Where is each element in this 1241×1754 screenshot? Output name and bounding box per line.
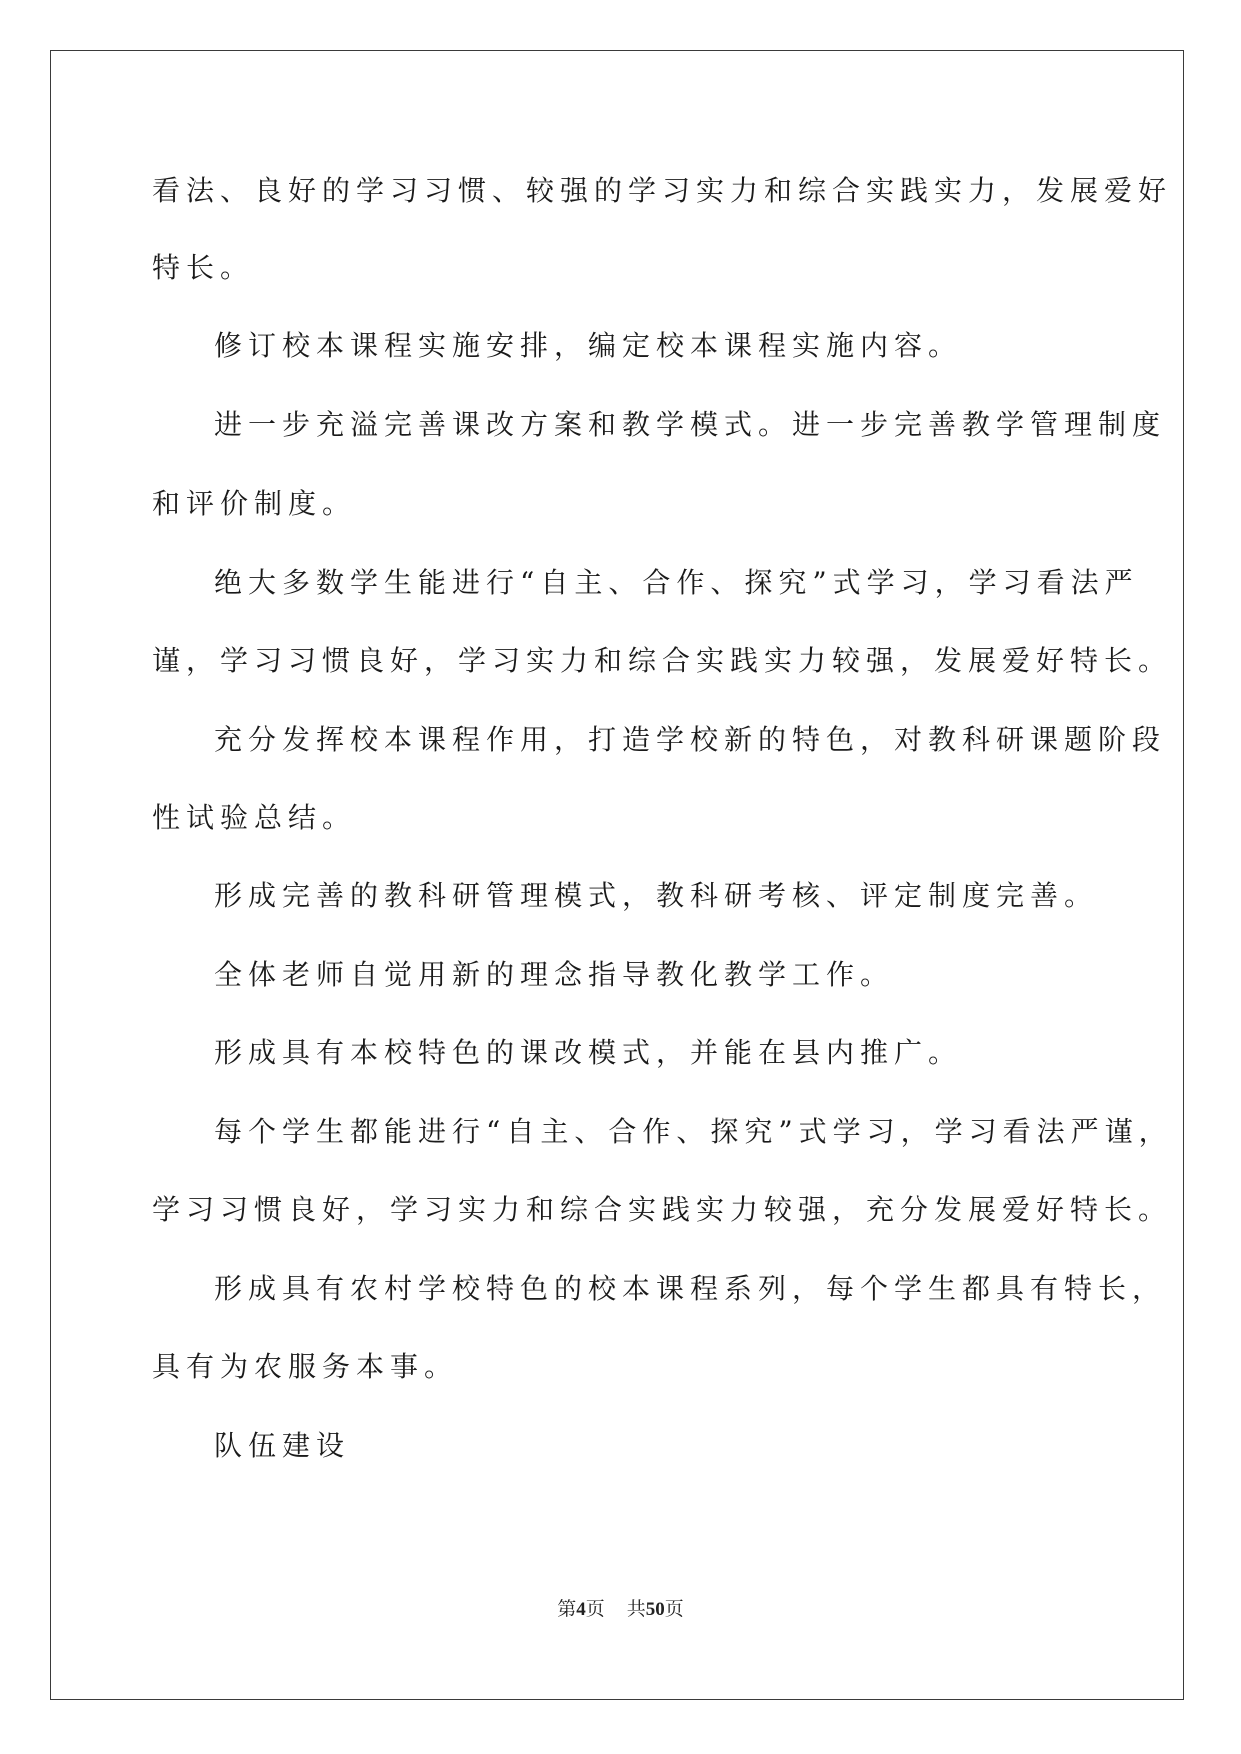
- footer-total-suffix: 页: [664, 1599, 684, 1620]
- section-heading: 队伍建设: [214, 1429, 351, 1462]
- text-line: 特长。: [152, 251, 255, 284]
- page-footer: [0, 1594, 1241, 1621]
- text-line: 绝大多数学生能进行“自主、合作、探究”式学习，学习看法严: [214, 566, 1139, 599]
- total-page-count: 50: [645, 1599, 665, 1620]
- footer-total-prefix: 共: [626, 1599, 646, 1620]
- footer-prefix: 第: [557, 1599, 577, 1620]
- text-line: 学习习惯良好，学习实力和综合实践实力较强，充分发展爱好特长。: [152, 1193, 1173, 1226]
- text-line: 形成完善的教科研管理模式，教科研考核、评定制度完善。: [214, 879, 1099, 912]
- text-line: 每个学生都能进行“自主、合作、探究”式学习，学习看法严谨，: [214, 1115, 1173, 1148]
- text-line: 具有为农服务本事。: [152, 1350, 459, 1383]
- text-line: 修订校本课程实施安排，编定校本课程实施内容。: [214, 329, 963, 362]
- text-line: 看法、良好的学习习惯、较强的学习实力和综合实践实力，发展爱好: [152, 174, 1173, 207]
- text-line: 进一步充溢完善课改方案和教学模式。进一步完善教学管理制度: [214, 408, 1167, 441]
- text-line: 充分发挥校本课程作用，打造学校新的特色，对教科研课题阶段: [214, 723, 1167, 756]
- current-page-number: 4: [576, 1599, 586, 1620]
- text-line: 性试验总结。: [152, 801, 357, 834]
- text-line: 形成具有农村学校特色的校本课程系列，每个学生都具有特长，: [214, 1272, 1167, 1305]
- text-line: 形成具有本校特色的课改模式，并能在县内推广。: [214, 1036, 963, 1069]
- footer-page-suffix: 页: [585, 1599, 605, 1620]
- text-line: 和评价制度。: [152, 487, 357, 520]
- text-line: 谨，学习习惯良好，学习实力和综合实践实力较强，发展爱好特长。: [152, 644, 1173, 677]
- text-line: 全体老师自觉用新的理念指导教化教学工作。: [214, 958, 895, 991]
